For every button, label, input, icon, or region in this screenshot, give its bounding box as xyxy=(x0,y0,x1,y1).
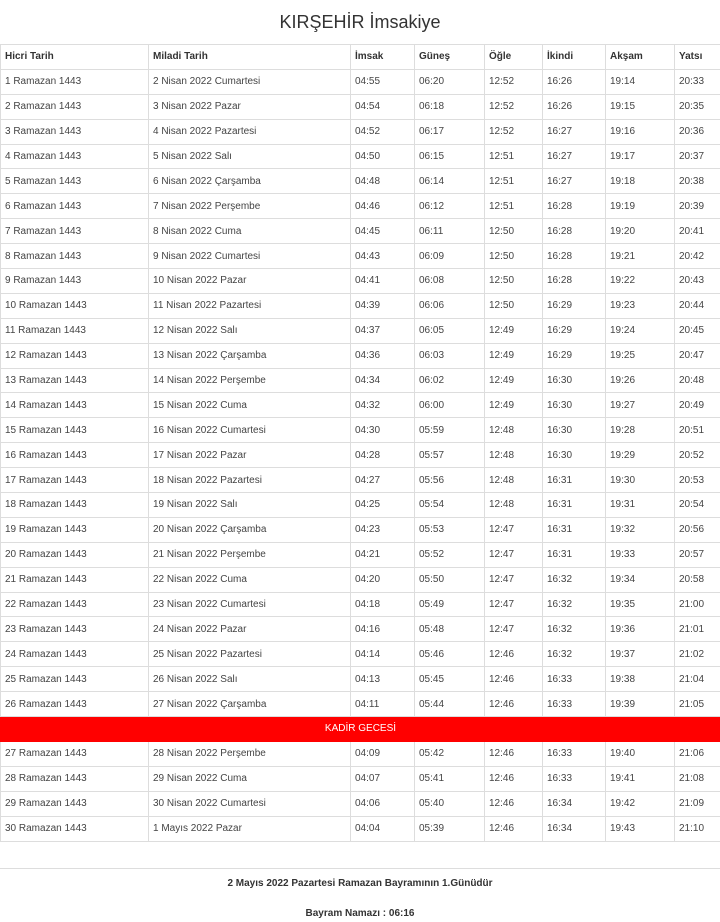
cell-yatsi: 21:01 xyxy=(675,617,720,642)
cell-imsak: 04:55 xyxy=(351,69,415,94)
cell-gunes: 05:44 xyxy=(415,692,485,717)
cell-ikindi: 16:29 xyxy=(543,318,606,343)
cell-ogle: 12:52 xyxy=(485,119,543,144)
table-row xyxy=(1,119,720,144)
cell-miladi-tarih: 8 Nisan 2022 Cuma xyxy=(149,219,351,244)
cell-hicri-tarih: 24 Ramazan 1443 xyxy=(1,642,149,667)
cell-ogle: 12:46 xyxy=(485,642,543,667)
cell-ikindi: 16:26 xyxy=(543,69,606,94)
table-row xyxy=(1,318,720,343)
cell-ogle: 12:50 xyxy=(485,293,543,318)
cell-ikindi: 16:28 xyxy=(543,269,606,294)
cell-hicri-tarih: 15 Ramazan 1443 xyxy=(1,418,149,443)
cell-gunes: 06:03 xyxy=(415,343,485,368)
cell-gunes: 06:14 xyxy=(415,169,485,194)
cell-miladi-tarih: 13 Nisan 2022 Çarşamba xyxy=(149,343,351,368)
cell-ogle: 12:46 xyxy=(485,741,543,766)
cell-gunes: 05:49 xyxy=(415,592,485,617)
cell-hicri-tarih: 21 Ramazan 1443 xyxy=(1,567,149,592)
cell-aksam: 19:27 xyxy=(606,393,675,418)
table-header-row xyxy=(1,45,720,70)
cell-hicri-tarih: 20 Ramazan 1443 xyxy=(1,542,149,567)
cell-aksam: 19:36 xyxy=(606,617,675,642)
table-row xyxy=(1,368,720,393)
cell-aksam: 19:39 xyxy=(606,692,675,717)
cell-aksam: 19:21 xyxy=(606,244,675,269)
cell-hicri-tarih: 26 Ramazan 1443 xyxy=(1,692,149,717)
table-row xyxy=(1,493,720,518)
table-row xyxy=(1,244,720,269)
footer-divider xyxy=(0,842,720,869)
cell-aksam: 19:37 xyxy=(606,642,675,667)
cell-miladi-tarih: 26 Nisan 2022 Salı xyxy=(149,667,351,692)
cell-ogle: 12:50 xyxy=(485,219,543,244)
cell-yatsi: 20:51 xyxy=(675,418,720,443)
cell-miladi-tarih: 10 Nisan 2022 Pazar xyxy=(149,269,351,294)
cell-hicri-tarih: 28 Ramazan 1443 xyxy=(1,766,149,791)
table-row xyxy=(1,542,720,567)
cell-yatsi: 20:44 xyxy=(675,293,720,318)
cell-gunes: 05:46 xyxy=(415,642,485,667)
cell-hicri-tarih: 17 Ramazan 1443 xyxy=(1,468,149,493)
table-row xyxy=(1,144,720,169)
cell-miladi-tarih: 22 Nisan 2022 Cuma xyxy=(149,567,351,592)
cell-ikindi: 16:29 xyxy=(543,293,606,318)
cell-aksam: 19:24 xyxy=(606,318,675,343)
cell-aksam: 19:41 xyxy=(606,766,675,791)
cell-yatsi: 21:04 xyxy=(675,667,720,692)
cell-yatsi: 20:39 xyxy=(675,194,720,219)
table-row xyxy=(1,667,720,692)
cell-aksam: 19:31 xyxy=(606,493,675,518)
cell-ogle: 12:50 xyxy=(485,244,543,269)
cell-ikindi: 16:33 xyxy=(543,766,606,791)
cell-yatsi: 20:36 xyxy=(675,119,720,144)
cell-miladi-tarih: 15 Nisan 2022 Cuma xyxy=(149,393,351,418)
cell-imsak: 04:46 xyxy=(351,194,415,219)
cell-aksam: 19:38 xyxy=(606,667,675,692)
cell-miladi-tarih: 20 Nisan 2022 Çarşamba xyxy=(149,517,351,542)
cell-yatsi: 20:58 xyxy=(675,567,720,592)
cell-imsak: 04:18 xyxy=(351,592,415,617)
table-row xyxy=(1,443,720,468)
cell-ogle: 12:47 xyxy=(485,567,543,592)
cell-miladi-tarih: 25 Nisan 2022 Pazartesi xyxy=(149,642,351,667)
cell-hicri-tarih: 22 Ramazan 1443 xyxy=(1,592,149,617)
cell-ogle: 12:46 xyxy=(485,692,543,717)
cell-ogle: 12:48 xyxy=(485,443,543,468)
cell-gunes: 06:05 xyxy=(415,318,485,343)
cell-aksam: 19:30 xyxy=(606,468,675,493)
cell-gunes: 06:15 xyxy=(415,144,485,169)
table-row xyxy=(1,766,720,791)
cell-aksam: 19:35 xyxy=(606,592,675,617)
cell-miladi-tarih: 7 Nisan 2022 Perşembe xyxy=(149,194,351,219)
cell-hicri-tarih: 25 Ramazan 1443 xyxy=(1,667,149,692)
cell-yatsi: 20:43 xyxy=(675,269,720,294)
table-row xyxy=(1,468,720,493)
cell-ogle: 12:51 xyxy=(485,144,543,169)
cell-miladi-tarih: 17 Nisan 2022 Pazar xyxy=(149,443,351,468)
cell-hicri-tarih: 10 Ramazan 1443 xyxy=(1,293,149,318)
imsakiye-table xyxy=(0,44,720,842)
cell-ikindi: 16:27 xyxy=(543,119,606,144)
cell-ogle: 12:48 xyxy=(485,418,543,443)
cell-ogle: 12:51 xyxy=(485,169,543,194)
cell-imsak: 04:52 xyxy=(351,119,415,144)
cell-gunes: 06:00 xyxy=(415,393,485,418)
page-title: KIRŞEHİR İmsakiye xyxy=(279,12,441,32)
cell-miladi-tarih: 18 Nisan 2022 Pazartesi xyxy=(149,468,351,493)
cell-imsak: 04:48 xyxy=(351,169,415,194)
cell-gunes: 05:50 xyxy=(415,567,485,592)
cell-ikindi: 16:30 xyxy=(543,443,606,468)
cell-imsak: 04:14 xyxy=(351,642,415,667)
cell-hicri-tarih: 13 Ramazan 1443 xyxy=(1,368,149,393)
cell-imsak: 04:45 xyxy=(351,219,415,244)
cell-miladi-tarih: 21 Nisan 2022 Perşembe xyxy=(149,542,351,567)
cell-ogle: 12:46 xyxy=(485,791,543,816)
cell-aksam: 19:14 xyxy=(606,69,675,94)
cell-gunes: 05:42 xyxy=(415,741,485,766)
cell-aksam: 19:19 xyxy=(606,194,675,219)
table-row xyxy=(1,269,720,294)
cell-aksam: 19:23 xyxy=(606,293,675,318)
kadir-gecesi-row xyxy=(1,717,720,742)
cell-ogle: 12:49 xyxy=(485,318,543,343)
cell-miladi-tarih: 12 Nisan 2022 Salı xyxy=(149,318,351,343)
cell-gunes: 05:40 xyxy=(415,791,485,816)
bayram-namazi-note: Bayram Namazı : 06:16 xyxy=(305,907,415,919)
cell-miladi-tarih: 14 Nisan 2022 Perşembe xyxy=(149,368,351,393)
cell-ikindi: 16:28 xyxy=(543,194,606,219)
cell-ogle: 12:49 xyxy=(485,368,543,393)
cell-ogle: 12:47 xyxy=(485,592,543,617)
column-header-ikindi: İkindi xyxy=(543,45,606,70)
cell-yatsi: 21:00 xyxy=(675,592,720,617)
cell-hicri-tarih: 19 Ramazan 1443 xyxy=(1,517,149,542)
cell-gunes: 06:20 xyxy=(415,69,485,94)
cell-hicri-tarih: 23 Ramazan 1443 xyxy=(1,617,149,642)
cell-ikindi: 16:32 xyxy=(543,592,606,617)
table-row xyxy=(1,69,720,94)
cell-miladi-tarih: 6 Nisan 2022 Çarşamba xyxy=(149,169,351,194)
cell-imsak: 04:43 xyxy=(351,244,415,269)
cell-aksam: 19:29 xyxy=(606,443,675,468)
cell-aksam: 19:43 xyxy=(606,816,675,841)
cell-gunes: 05:57 xyxy=(415,443,485,468)
cell-ogle: 12:46 xyxy=(485,766,543,791)
cell-yatsi: 20:41 xyxy=(675,219,720,244)
column-header-hicri-tarih: Hicri Tarih xyxy=(1,45,149,70)
cell-gunes: 05:48 xyxy=(415,617,485,642)
cell-miladi-tarih: 27 Nisan 2022 Çarşamba xyxy=(149,692,351,717)
cell-gunes: 06:02 xyxy=(415,368,485,393)
cell-imsak: 04:13 xyxy=(351,667,415,692)
cell-yatsi: 20:54 xyxy=(675,493,720,518)
cell-ikindi: 16:34 xyxy=(543,816,606,841)
cell-hicri-tarih: 27 Ramazan 1443 xyxy=(1,741,149,766)
table-row xyxy=(1,791,720,816)
cell-yatsi: 20:35 xyxy=(675,94,720,119)
cell-imsak: 04:41 xyxy=(351,269,415,294)
table-row xyxy=(1,194,720,219)
cell-miladi-tarih: 2 Nisan 2022 Cumartesi xyxy=(149,69,351,94)
table-row xyxy=(1,293,720,318)
cell-hicri-tarih: 9 Ramazan 1443 xyxy=(1,269,149,294)
cell-yatsi: 21:05 xyxy=(675,692,720,717)
cell-gunes: 06:12 xyxy=(415,194,485,219)
cell-miladi-tarih: 19 Nisan 2022 Salı xyxy=(149,493,351,518)
cell-hicri-tarih: 8 Ramazan 1443 xyxy=(1,244,149,269)
cell-imsak: 04:32 xyxy=(351,393,415,418)
cell-yatsi: 20:57 xyxy=(675,542,720,567)
cell-miladi-tarih: 4 Nisan 2022 Pazartesi xyxy=(149,119,351,144)
cell-hicri-tarih: 18 Ramazan 1443 xyxy=(1,493,149,518)
cell-gunes: 06:08 xyxy=(415,269,485,294)
table-row xyxy=(1,816,720,841)
cell-imsak: 04:07 xyxy=(351,766,415,791)
column-header-yatsi: Yatsı xyxy=(675,45,720,70)
cell-ikindi: 16:27 xyxy=(543,144,606,169)
cell-imsak: 04:23 xyxy=(351,517,415,542)
cell-imsak: 04:36 xyxy=(351,343,415,368)
cell-ikindi: 16:33 xyxy=(543,741,606,766)
cell-gunes: 05:54 xyxy=(415,493,485,518)
cell-hicri-tarih: 7 Ramazan 1443 xyxy=(1,219,149,244)
cell-ikindi: 16:31 xyxy=(543,542,606,567)
cell-ikindi: 16:31 xyxy=(543,517,606,542)
cell-hicri-tarih: 2 Ramazan 1443 xyxy=(1,94,149,119)
cell-aksam: 19:28 xyxy=(606,418,675,443)
cell-ikindi: 16:31 xyxy=(543,493,606,518)
cell-hicri-tarih: 16 Ramazan 1443 xyxy=(1,443,149,468)
cell-ikindi: 16:34 xyxy=(543,791,606,816)
cell-ikindi: 16:28 xyxy=(543,244,606,269)
cell-imsak: 04:20 xyxy=(351,567,415,592)
cell-yatsi: 20:33 xyxy=(675,69,720,94)
table-row xyxy=(1,692,720,717)
cell-hicri-tarih: 3 Ramazan 1443 xyxy=(1,119,149,144)
cell-yatsi: 20:52 xyxy=(675,443,720,468)
cell-yatsi: 20:56 xyxy=(675,517,720,542)
table-row xyxy=(1,517,720,542)
cell-ogle: 12:49 xyxy=(485,393,543,418)
cell-yatsi: 21:02 xyxy=(675,642,720,667)
cell-ikindi: 16:27 xyxy=(543,169,606,194)
table-row xyxy=(1,741,720,766)
cell-hicri-tarih: 11 Ramazan 1443 xyxy=(1,318,149,343)
cell-aksam: 19:34 xyxy=(606,567,675,592)
cell-aksam: 19:16 xyxy=(606,119,675,144)
column-header-miladi-tarih: Miladi Tarih xyxy=(149,45,351,70)
cell-aksam: 19:22 xyxy=(606,269,675,294)
cell-gunes: 06:18 xyxy=(415,94,485,119)
cell-ikindi: 16:28 xyxy=(543,219,606,244)
cell-ogle: 12:52 xyxy=(485,94,543,119)
cell-miladi-tarih: 29 Nisan 2022 Cuma xyxy=(149,766,351,791)
cell-aksam: 19:32 xyxy=(606,517,675,542)
cell-ogle: 12:48 xyxy=(485,468,543,493)
cell-yatsi: 21:10 xyxy=(675,816,720,841)
cell-yatsi: 20:38 xyxy=(675,169,720,194)
cell-imsak: 04:11 xyxy=(351,692,415,717)
cell-gunes: 06:06 xyxy=(415,293,485,318)
cell-imsak: 04:21 xyxy=(351,542,415,567)
cell-yatsi: 20:42 xyxy=(675,244,720,269)
cell-ikindi: 16:32 xyxy=(543,642,606,667)
cell-gunes: 05:52 xyxy=(415,542,485,567)
cell-ogle: 12:47 xyxy=(485,517,543,542)
cell-gunes: 06:09 xyxy=(415,244,485,269)
cell-hicri-tarih: 6 Ramazan 1443 xyxy=(1,194,149,219)
cell-miladi-tarih: 5 Nisan 2022 Salı xyxy=(149,144,351,169)
cell-ikindi: 16:30 xyxy=(543,393,606,418)
table-row xyxy=(1,393,720,418)
cell-ogle: 12:49 xyxy=(485,343,543,368)
table-row xyxy=(1,642,720,667)
cell-miladi-tarih: 3 Nisan 2022 Pazar xyxy=(149,94,351,119)
bayram-note: 2 Mayıs 2022 Pazartesi Ramazan Bayramının 1.Günüdür xyxy=(227,877,493,889)
table-row xyxy=(1,418,720,443)
cell-ikindi: 16:30 xyxy=(543,368,606,393)
cell-imsak: 04:16 xyxy=(351,617,415,642)
cell-ogle: 12:47 xyxy=(485,542,543,567)
cell-gunes: 05:41 xyxy=(415,766,485,791)
cell-gunes: 05:45 xyxy=(415,667,485,692)
cell-ogle: 12:50 xyxy=(485,269,543,294)
cell-ikindi: 16:26 xyxy=(543,94,606,119)
cell-aksam: 19:25 xyxy=(606,343,675,368)
cell-ogle: 12:52 xyxy=(485,69,543,94)
cell-miladi-tarih: 1 Mayıs 2022 Pazar xyxy=(149,816,351,841)
cell-imsak: 04:50 xyxy=(351,144,415,169)
cell-gunes: 05:56 xyxy=(415,468,485,493)
column-header-ogle: Öğle xyxy=(485,45,543,70)
cell-imsak: 04:06 xyxy=(351,791,415,816)
table-body xyxy=(1,69,720,841)
cell-gunes: 05:39 xyxy=(415,816,485,841)
cell-ikindi: 16:32 xyxy=(543,567,606,592)
cell-hicri-tarih: 5 Ramazan 1443 xyxy=(1,169,149,194)
cell-miladi-tarih: 30 Nisan 2022 Cumartesi xyxy=(149,791,351,816)
cell-yatsi: 21:06 xyxy=(675,741,720,766)
cell-imsak: 04:28 xyxy=(351,443,415,468)
cell-imsak: 04:27 xyxy=(351,468,415,493)
cell-hicri-tarih: 4 Ramazan 1443 xyxy=(1,144,149,169)
cell-yatsi: 20:47 xyxy=(675,343,720,368)
cell-ogle: 12:48 xyxy=(485,493,543,518)
table-row xyxy=(1,343,720,368)
cell-miladi-tarih: 28 Nisan 2022 Perşembe xyxy=(149,741,351,766)
cell-imsak: 04:34 xyxy=(351,368,415,393)
column-header-gunes: Güneş xyxy=(415,45,485,70)
cell-aksam: 19:40 xyxy=(606,741,675,766)
cell-aksam: 19:20 xyxy=(606,219,675,244)
cell-hicri-tarih: 30 Ramazan 1443 xyxy=(1,816,149,841)
cell-ogle: 12:47 xyxy=(485,617,543,642)
table-row xyxy=(1,617,720,642)
cell-yatsi: 20:45 xyxy=(675,318,720,343)
cell-ikindi: 16:33 xyxy=(543,692,606,717)
cell-yatsi: 20:49 xyxy=(675,393,720,418)
cell-hicri-tarih: 29 Ramazan 1443 xyxy=(1,791,149,816)
table-row xyxy=(1,169,720,194)
cell-miladi-tarih: 11 Nisan 2022 Pazartesi xyxy=(149,293,351,318)
cell-ogle: 12:46 xyxy=(485,816,543,841)
cell-yatsi: 20:53 xyxy=(675,468,720,493)
cell-imsak: 04:04 xyxy=(351,816,415,841)
column-header-aksam: Akşam xyxy=(606,45,675,70)
cell-ikindi: 16:32 xyxy=(543,617,606,642)
cell-ikindi: 16:33 xyxy=(543,667,606,692)
cell-ogle: 12:46 xyxy=(485,667,543,692)
cell-aksam: 19:15 xyxy=(606,94,675,119)
cell-miladi-tarih: 23 Nisan 2022 Cumartesi xyxy=(149,592,351,617)
cell-gunes: 05:53 xyxy=(415,517,485,542)
cell-hicri-tarih: 1 Ramazan 1443 xyxy=(1,69,149,94)
table-row xyxy=(1,219,720,244)
cell-aksam: 19:17 xyxy=(606,144,675,169)
cell-gunes: 06:17 xyxy=(415,119,485,144)
cell-miladi-tarih: 9 Nisan 2022 Cumartesi xyxy=(149,244,351,269)
column-header-imsak: İmsak xyxy=(351,45,415,70)
cell-imsak: 04:25 xyxy=(351,493,415,518)
cell-hicri-tarih: 12 Ramazan 1443 xyxy=(1,343,149,368)
cell-aksam: 19:42 xyxy=(606,791,675,816)
cell-yatsi: 20:37 xyxy=(675,144,720,169)
cell-ikindi: 16:29 xyxy=(543,343,606,368)
table-row xyxy=(1,592,720,617)
cell-ogle: 12:51 xyxy=(485,194,543,219)
cell-gunes: 05:59 xyxy=(415,418,485,443)
cell-imsak: 04:39 xyxy=(351,293,415,318)
cell-yatsi: 20:48 xyxy=(675,368,720,393)
cell-gunes: 06:11 xyxy=(415,219,485,244)
cell-imsak: 04:54 xyxy=(351,94,415,119)
cell-ikindi: 16:31 xyxy=(543,468,606,493)
cell-miladi-tarih: 16 Nisan 2022 Cumartesi xyxy=(149,418,351,443)
cell-yatsi: 21:09 xyxy=(675,791,720,816)
table-row xyxy=(1,94,720,119)
cell-aksam: 19:18 xyxy=(606,169,675,194)
cell-ikindi: 16:30 xyxy=(543,418,606,443)
cell-imsak: 04:30 xyxy=(351,418,415,443)
kadir-gecesi-label: KADİR GECESİ xyxy=(1,717,720,742)
table-row xyxy=(1,567,720,592)
cell-aksam: 19:33 xyxy=(606,542,675,567)
cell-miladi-tarih: 24 Nisan 2022 Pazar xyxy=(149,617,351,642)
cell-yatsi: 21:08 xyxy=(675,766,720,791)
cell-imsak: 04:09 xyxy=(351,741,415,766)
cell-hicri-tarih: 14 Ramazan 1443 xyxy=(1,393,149,418)
cell-aksam: 19:26 xyxy=(606,368,675,393)
cell-imsak: 04:37 xyxy=(351,318,415,343)
